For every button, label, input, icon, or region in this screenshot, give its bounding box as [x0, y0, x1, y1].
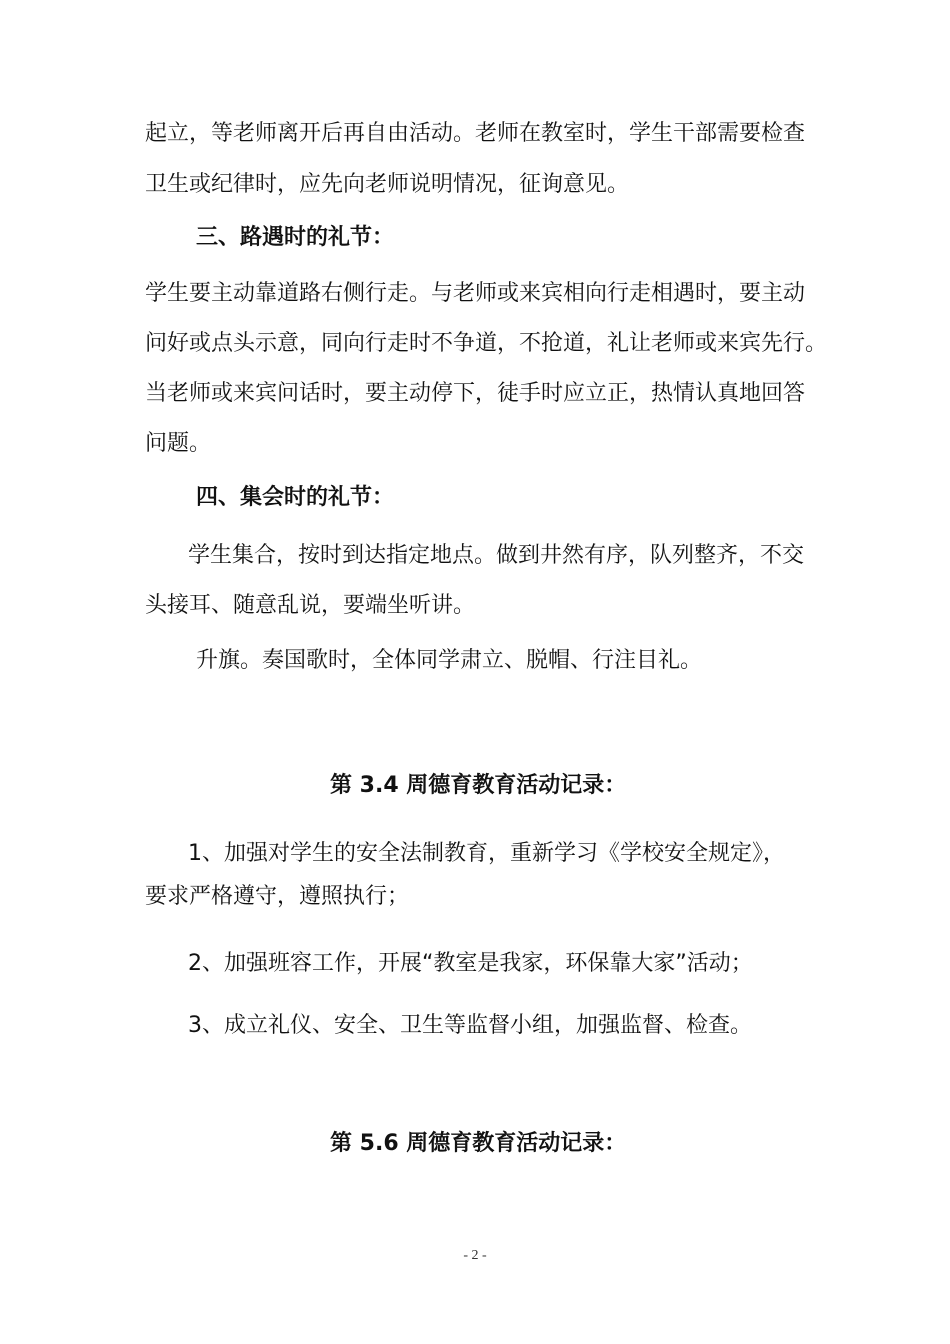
body-text-line: 头接耳、随意乱说，要端坐听讲。	[145, 593, 476, 618]
body-text-line: 学生要主动靠道路右侧行走。与老师或来宾相向行走相遇时，要主动	[145, 281, 806, 306]
list-item: 2、加强班容工作，开展“教室是我家，环保靠大家”活动；	[188, 951, 753, 976]
page-number: - 2 -	[463, 1248, 487, 1263]
record-heading: 第 5.6 周德育教育活动记录：	[330, 1131, 627, 1156]
record-heading: 第 3.4 周德育教育活动记录：	[330, 773, 627, 798]
body-text-line: 问题。	[145, 431, 212, 456]
body-text-line: 卫生或纪律时，应先向老师说明情况，征询意见。	[145, 172, 630, 197]
list-item-continuation: 要求严格遵守，遵照执行；	[145, 884, 410, 909]
body-text-line: 问好或点头示意，同向行走时不争道，不抢道，礼让老师或来宾先行。	[145, 331, 828, 356]
section-heading: 四、集会时的礼节：	[196, 485, 395, 510]
body-text-line: 升旗。奏国歌时，全体同学肃立、脱帽、行注目礼。	[196, 648, 703, 673]
list-item: 1、加强对学生的安全法制教育，重新学习《学校安全规定》，	[188, 841, 785, 866]
section-heading: 三、路遇时的礼节：	[196, 225, 395, 250]
body-text-line: 当老师或来宾问话时，要主动停下，徒手时应立正，热情认真地回答	[145, 381, 806, 406]
list-item: 3、成立礼仪、安全、卫生等监督小组，加强监督、检查。	[188, 1013, 752, 1038]
body-text-line: 学生集合，按时到达指定地点。做到井然有序，队列整齐，不交	[188, 543, 805, 568]
body-text-line: 起立，等老师离开后再自由活动。老师在教室时，学生干部需要检查	[145, 121, 806, 146]
